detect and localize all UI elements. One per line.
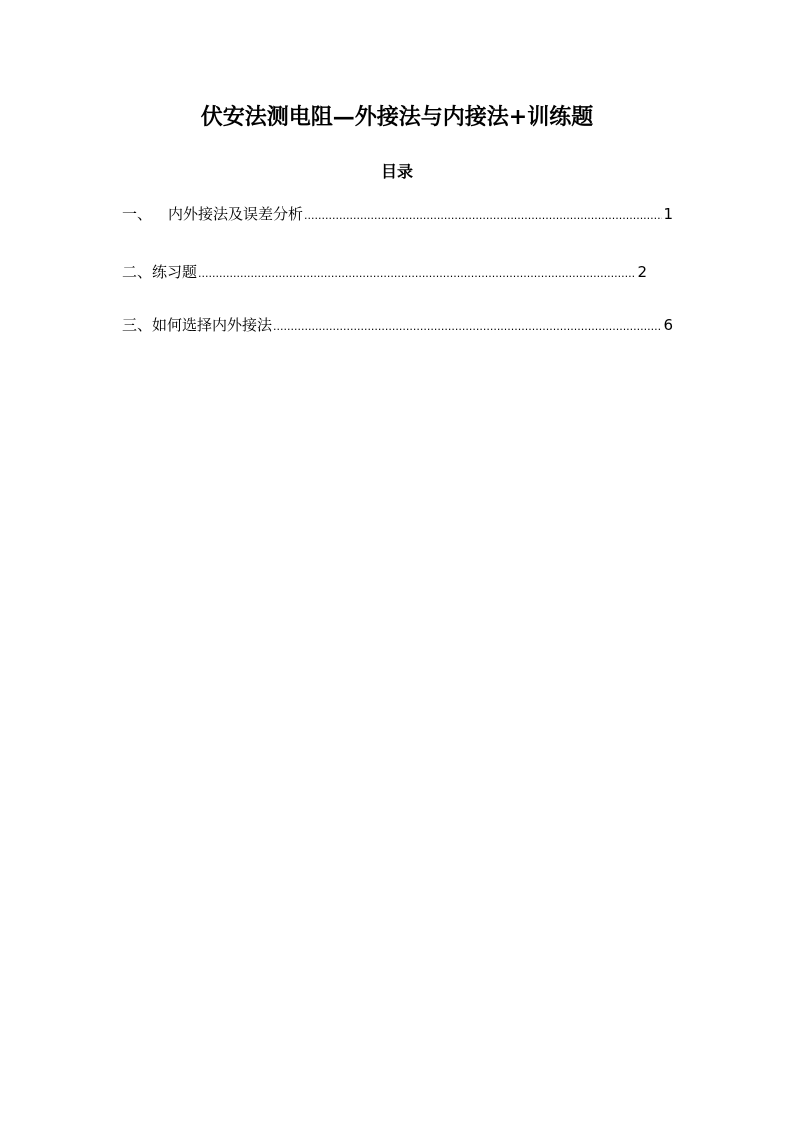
- toc-entry-text: 如何选择内外接法: [152, 316, 273, 334]
- toc-entry-page: 2: [637, 263, 647, 281]
- toc-entry-text: 练习题: [152, 263, 198, 281]
- toc-entry-number: 一、: [122, 205, 153, 223]
- toc-entry-page: 1: [663, 205, 673, 223]
- toc-entry[interactable]: [122, 261, 647, 285]
- toc-entry[interactable]: [122, 203, 673, 227]
- toc-entry[interactable]: [122, 314, 673, 338]
- toc-entry-number: 三、: [122, 316, 153, 334]
- document-title: 伏安法测电阻—外接法与内接法+训练题: [200, 104, 594, 130]
- toc-dot-leader: [304, 205, 662, 227]
- toc-entry-number: 二、: [122, 263, 153, 281]
- toc-entry-text: 内外接法及误差分析: [168, 205, 304, 223]
- toc-heading: 目录: [380, 162, 413, 181]
- toc-dot-leader: [198, 263, 636, 285]
- toc-dot-leader: [273, 316, 662, 338]
- toc-entry-page: 6: [663, 316, 673, 334]
